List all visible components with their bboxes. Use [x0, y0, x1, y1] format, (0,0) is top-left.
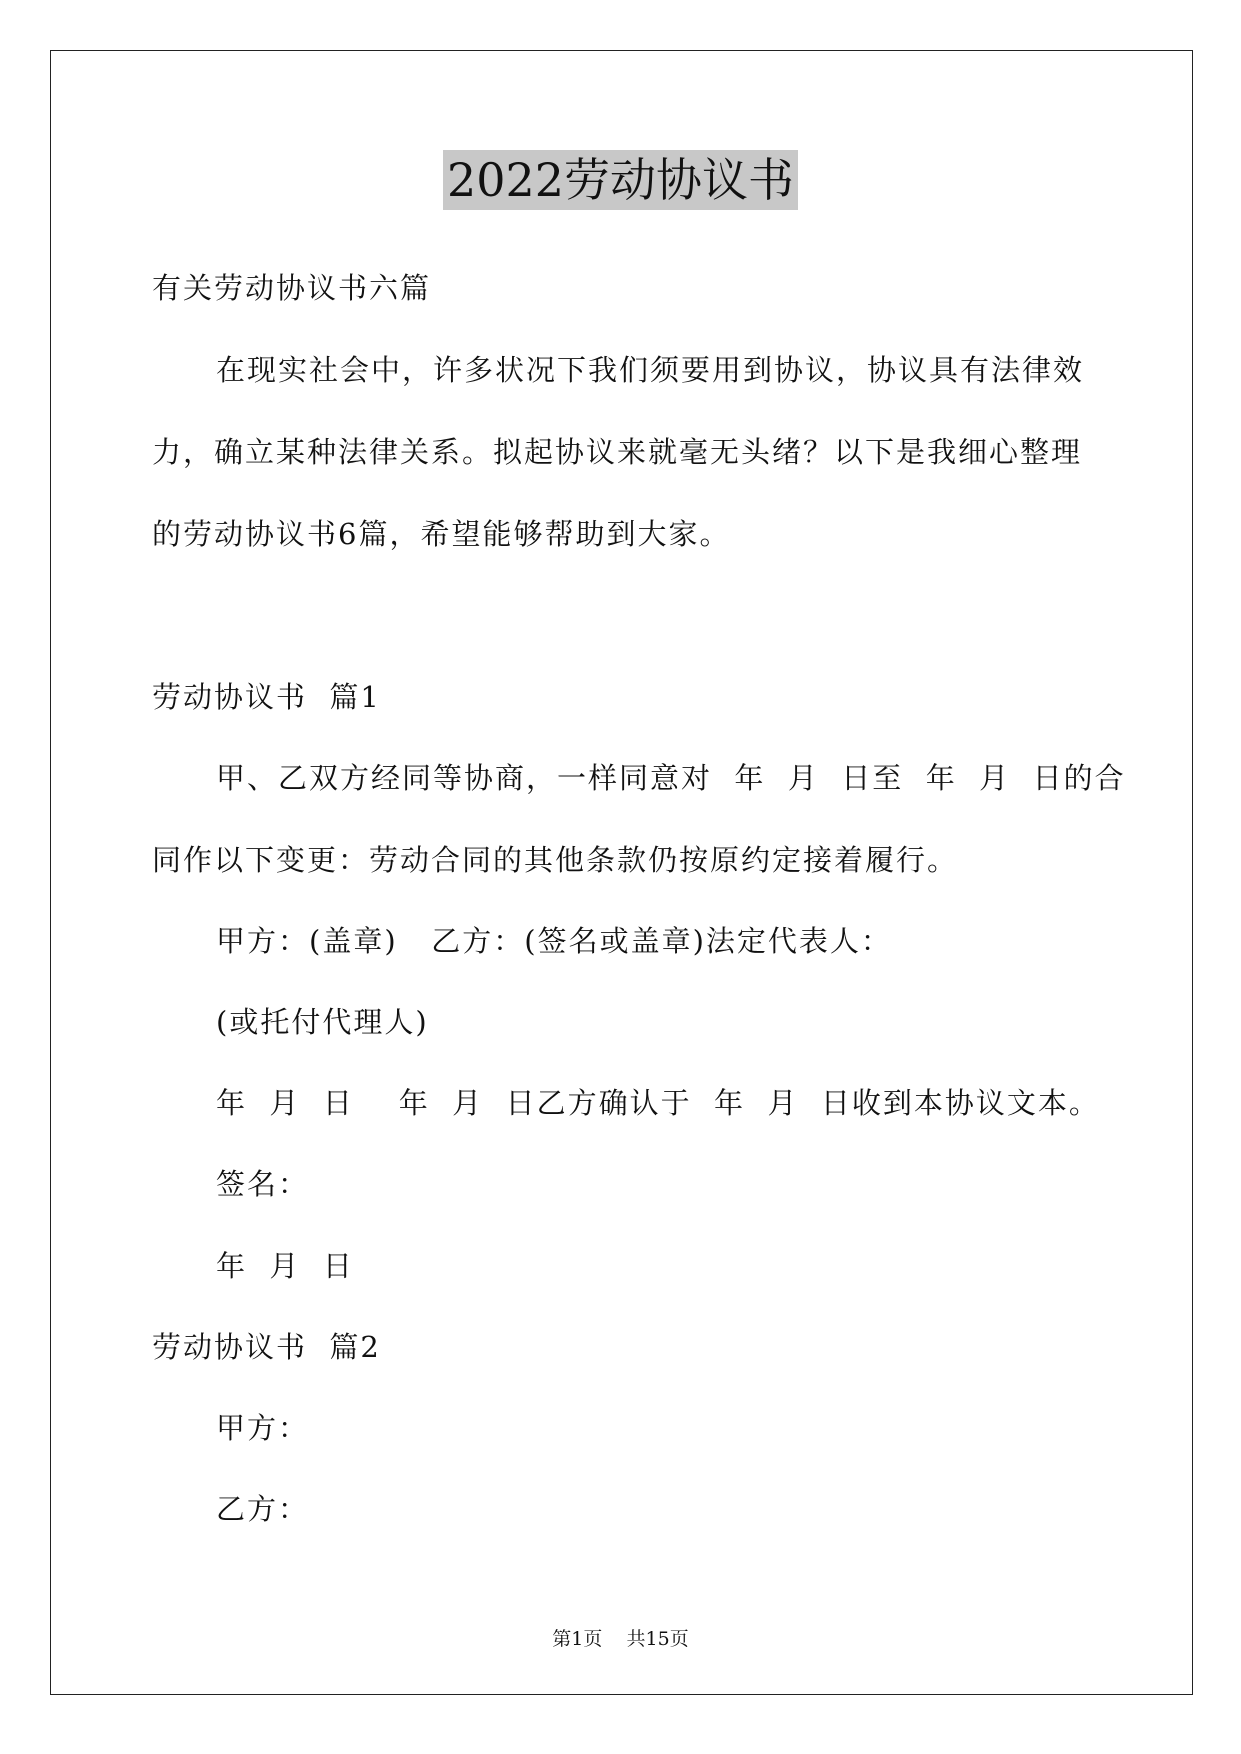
section-heading-1: 劳动协议书 篇1	[152, 680, 381, 714]
section1-final-date-line: 年 月 日	[216, 1249, 354, 1283]
section1-signature-line: 签名：	[216, 1167, 310, 1201]
section1-party-line: 甲方：(盖章) 乙方：(签名或盖章)法定代表人：	[216, 924, 892, 958]
document-title: 2022劳动协议书	[443, 150, 798, 210]
intro-paragraph-line-1: 在现实社会中，许多状况下我们须要用到协议，协议具有法律效	[216, 353, 1085, 387]
section-heading-2: 劳动协议书 篇2	[152, 1330, 381, 1364]
title-wrap	[0, 150, 1241, 210]
section1-paragraph-line-1: 甲、乙双方经同等协商，一样同意对 年 月 日至 年 月 日的合	[216, 761, 1126, 795]
subtitle-line: 有关劳动协议书六篇	[152, 271, 432, 305]
section1-agent-line: (或托付代理人)	[216, 1005, 429, 1039]
section2-party-a-line: 甲方：	[216, 1411, 310, 1445]
section1-paragraph-line-2: 同作以下变更：劳动合同的其他条款仍按原约定接着履行。	[152, 843, 959, 877]
intro-paragraph-line-2: 力，确立某种法律关系。拟起协议来就毫无头绪？以下是我细心整理	[152, 435, 1083, 469]
page-footer: 第1页 共15页	[552, 1628, 689, 1650]
section1-date-line: 年 月 日 年 月 日乙方确认于 年 月 日收到本协议文本。	[216, 1086, 1100, 1120]
intro-paragraph-line-3: 的劳动协议书6篇，希望能够帮助到大家。	[152, 517, 731, 551]
section2-party-b-line: 乙方：	[216, 1492, 310, 1526]
